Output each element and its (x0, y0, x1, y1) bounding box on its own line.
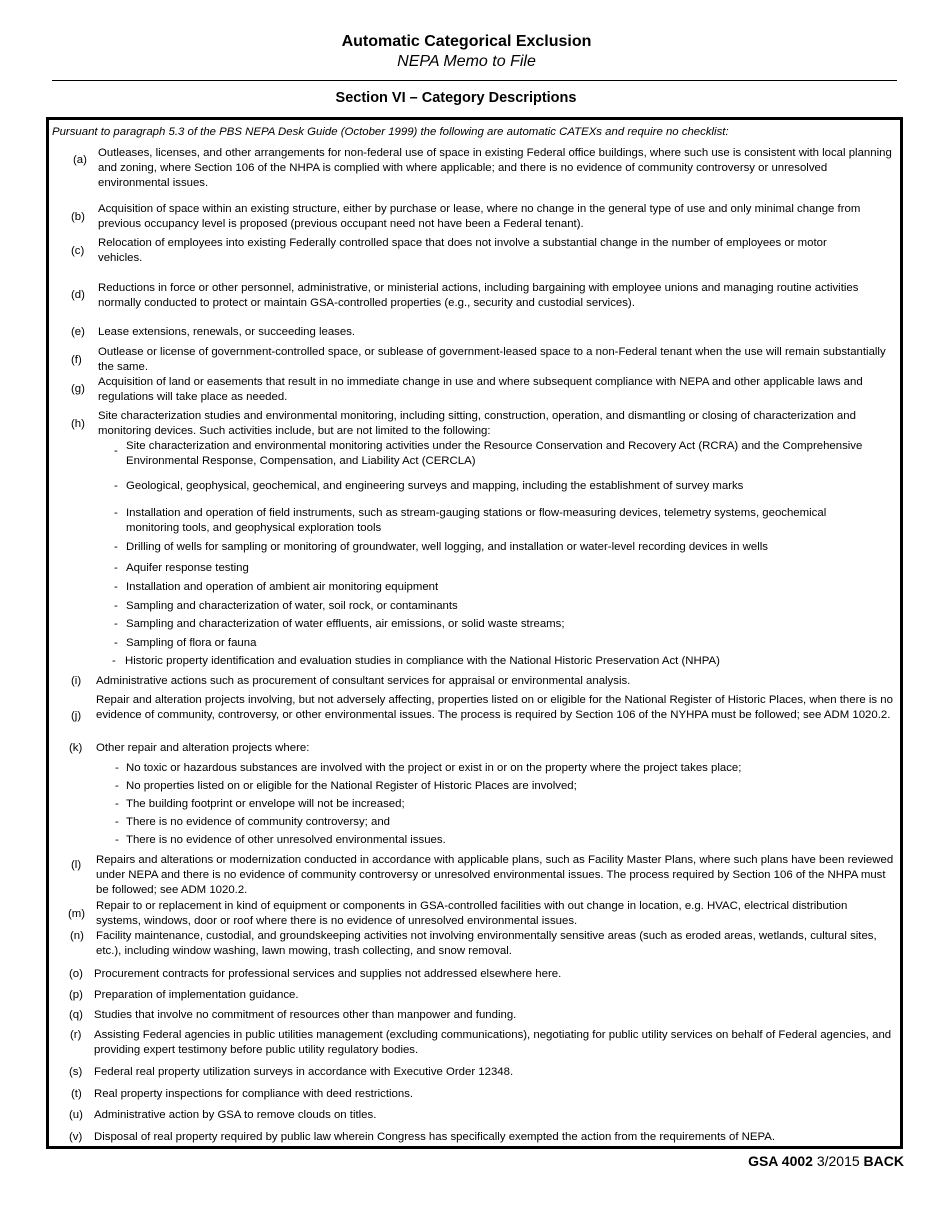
item-a: Outleases, licenses, and other arrangements for non-federal use of space in existing Federal office buildings, where such use is consistent with local planning and zoning, where Section 106 of the NHPA is complied with where applicable; and there is no evidence of community controversy or unresolved environmental issues. (98, 147, 892, 189)
h-subitem-9: Sampling of flora or fauna (126, 637, 257, 649)
header-rule (52, 80, 897, 81)
item-label-h: (h) (71, 418, 85, 430)
form-date: 3/2015 (816, 1153, 860, 1169)
k-bullet-2: - (115, 780, 119, 792)
h-bullet-4: - (114, 541, 118, 553)
h-subitem-8: Sampling and characterization of water effluents, air emissions, or solid waste streams; (126, 618, 565, 630)
item-j: Repair and alteration projects involving, but not adversely affecting, properties listed on or eligible for the National Register of Historic Places, when there is no evidence of community, controversy, or other environmental issues. The process is required by Section 106 of the NYHPA must be followed; see ADM 1020.2. (96, 694, 893, 721)
item-label-m: (m) (68, 908, 86, 920)
item-m: Repair to or replacement in kind of equipment or components in GSA-controlled facilities with out change in location, e.g. HVAC, electrical distribution systems, windows, door or roof where there is no evidence of unresolved environmental issues. (96, 900, 848, 927)
item-s: Federal real property utilization surveys in accordance with Executive Order 12348. (94, 1066, 514, 1078)
item-v: Disposal of real property required by public law wherein Congress has specifically exempted the action from the requirements of NEPA. (94, 1131, 776, 1143)
h-bullet-9: - (114, 637, 118, 649)
h-bullet-10: - (112, 655, 116, 667)
k-bullet-3: - (115, 798, 119, 810)
item-g: Acquisition of land or easements that result in no immediate change in use and where subsequent compliance with NEPA and other applicable laws and regulations will take place as needed. (98, 376, 863, 403)
item-label-g: (g) (71, 383, 85, 395)
item-t: Real property inspections for compliance with deed restrictions. (94, 1088, 414, 1100)
item-label-c: (c) (71, 245, 85, 257)
h-bullet-3: - (114, 507, 118, 519)
document-subtitle: NEPA Memo to File (397, 53, 536, 70)
item-label-a: (a) (73, 154, 87, 166)
item-label-q: (q) (69, 1009, 83, 1021)
item-label-u: (u) (69, 1109, 83, 1121)
h-bullet-7: - (114, 600, 118, 612)
page-side: BACK (863, 1153, 904, 1169)
k-bullet-5: - (115, 834, 119, 846)
item-h: Site characterization studies and environmental monitoring, including sitting, construction, operation, and dismantling or closing of characterization and monitoring devices. Such activities include, but are not limited to the following: (98, 410, 856, 437)
item-label-i: (i) (71, 675, 82, 687)
h-subitem-2: Geological, geophysical, geochemical, and engineering surveys and mapping, including the establishment of survey marks (126, 480, 744, 492)
item-b: Acquisition of space within an existing structure, either by purchase or lease, where no change in the general type of use and only minimal change from previous occupancy level is proposed (previous occupant need not have been a Federal tenant). (98, 203, 861, 230)
h-bullet-5: - (114, 562, 118, 574)
item-label-o: (o) (69, 968, 83, 980)
h-subitem-7: Sampling and characterization of water, soil rock, or contaminants (126, 600, 458, 612)
item-o: Procurement contracts for professional services and supplies not addressed elsewhere here. (94, 968, 562, 980)
h-bullet-1: - (114, 445, 118, 457)
form-footer (748, 1153, 904, 1169)
item-q: Studies that involve no commitment of resources other than manpower and funding. (94, 1009, 517, 1021)
item-label-d: (d) (71, 289, 85, 301)
item-l: Repairs and alterations or modernization conducted in accordance with applicable plans, such as Facility Master Plans, where such plans have been reviewed under NEPA and there is no evidence of community controversy or unresolved environmental issues. The process required by Section 106 of the NHPA must be followed; see ADM 1020.2. (96, 854, 894, 896)
item-f: Outlease or license of government-controlled space, or sublease of government-leased space to a non-Federal tenant when the use will remain substantially the same. (98, 346, 886, 373)
k-subitem-5: There is no evidence of other unresolved environmental issues. (126, 834, 446, 846)
item-c: Relocation of employees into existing Federally controlled space that does not involve a substantial change in the number of employees or motor vehicles. (98, 237, 827, 264)
intro-text: Pursuant to paragraph 5.3 of the PBS NEPA Desk Guide (October 1999) the following are automatic CATEXs and require no checklist: (52, 126, 729, 138)
item-label-v: (v) (69, 1131, 83, 1143)
h-subitem-5: Aquifer response testing (126, 562, 249, 574)
category-box (46, 117, 903, 1149)
item-label-b: (b) (71, 211, 85, 223)
h-bullet-6: - (114, 581, 118, 593)
item-label-n: (n) (70, 930, 84, 942)
item-p: Preparation of implementation guidance. (94, 989, 299, 1001)
item-label-k: (k) (69, 742, 83, 754)
h-subitem-3: Installation and operation of field instruments, such as stream-gauging stations or flow-measuring devices, telemetry systems, geochemical monitoring tools, and geophysical exploration tools (126, 507, 827, 534)
h-subitem-1: Site characterization and environmental monitoring activities under the Resource Conservation and Recovery Act (RCRA) and the Comprehensive Environmental Response, Compensation, and Liability Act (CERCLA) (126, 440, 863, 467)
item-n: Facility maintenance, custodial, and groundskeeping activities not involving environmentally sensitive areas (such as eroded areas, wetlands, cultural sites, etc.), including window washing, lawn mowing, trash collecting, and snow removal. (96, 930, 877, 957)
document-title: Automatic Categorical Exclusion (341, 33, 592, 50)
h-bullet-2: - (114, 480, 118, 492)
h-subitem-6: Installation and operation of ambient air monitoring equipment (126, 581, 439, 593)
item-e: Lease extensions, renewals, or succeeding leases. (98, 326, 356, 338)
item-label-e: (e) (71, 326, 85, 338)
k-subitem-1: No toxic or hazardous substances are involved with the project or exist in or on the property where the project takes place; (126, 762, 742, 774)
h-subitem-4: Drilling of wells for sampling or monitoring of groundwater, well logging, and installation or water-level recording devices in wells (126, 541, 768, 553)
h-bullet-8: - (114, 618, 118, 630)
item-k: Other repair and alteration projects where: (96, 742, 310, 754)
item-label-p: (p) (69, 989, 83, 1001)
form-number: GSA 4002 (748, 1153, 813, 1169)
item-label-j: (j) (71, 710, 82, 722)
item-label-r: (r) (70, 1029, 82, 1041)
item-label-s: (s) (69, 1066, 83, 1078)
document-header (0, 31, 933, 72)
item-i: Administrative actions such as procurement of consultant services for appraisal or environmental analysis. (96, 675, 631, 687)
item-label-l: (l) (71, 859, 82, 871)
k-bullet-4: - (115, 816, 119, 828)
item-r: Assisting Federal agencies in public utilities management (excluding communications), negotiating for public utility services on behalf of Federal agencies, and providing expert testimony before public utility regulatory bodies. (94, 1029, 892, 1056)
item-d: Reductions in force or other personnel, administrative, or ministerial actions, including bargaining with employee unions and managing routine activities normally conducted to protect or maintain GSA-controlled properties (e.g., security and custodial services). (98, 282, 859, 309)
item-u: Administrative action by GSA to remove clouds on titles. (94, 1109, 377, 1121)
item-label-f: (f) (71, 354, 82, 366)
item-label-t: (t) (71, 1088, 82, 1100)
k-subitem-3: The building footprint or envelope will not be increased; (126, 798, 405, 810)
k-subitem-4: There is no evidence of community controversy; and (126, 816, 391, 828)
k-subitem-2: No properties listed on or eligible for the National Register of Historic Places are involved; (126, 780, 577, 792)
section-title: Section VI – Category Descriptions (335, 90, 577, 106)
h-subitem-10: Historic property identification and evaluation studies in compliance with the National Historic Preservation Act (NHPA) (125, 655, 720, 667)
k-bullet-1: - (115, 762, 119, 774)
